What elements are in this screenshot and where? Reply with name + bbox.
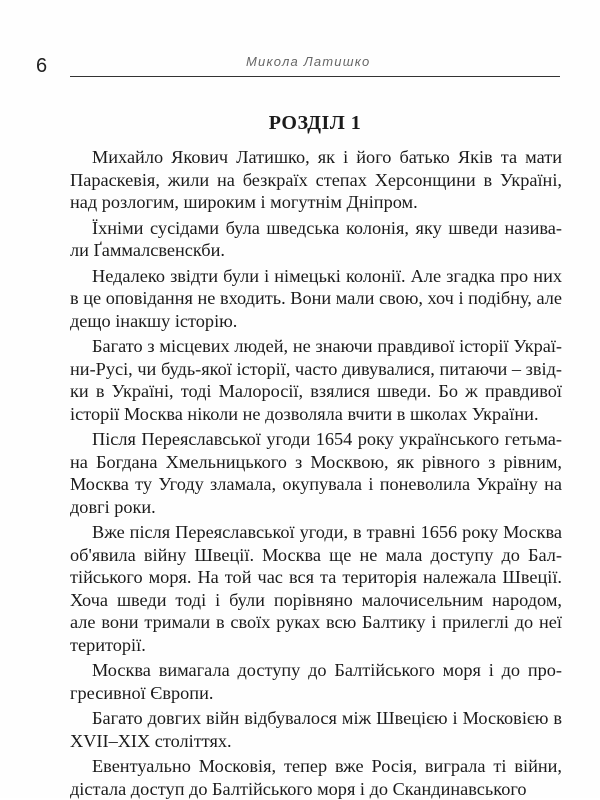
text-line: Вже після Переяславської угоди, в травні 1656 року Москва xyxy=(70,521,562,544)
text-line: Їхніми сусідами була шведська колонія, яку шведи назива- xyxy=(70,217,562,240)
text-line: на Богдана Хмельницького з Москвою, як рівного з рівним, xyxy=(70,451,562,474)
paragraph xyxy=(70,265,562,333)
text-line: дещо інакшу історію. xyxy=(70,310,562,333)
text-line: об'явила війну Швеції. Москва ще не мала доступу до Бал- xyxy=(70,544,562,567)
text-line: Москва вимагала доступу до Балтійського моря і до про- xyxy=(70,659,562,682)
text-line: Багато з місцевих людей, не знаючи правдивої історії Украї- xyxy=(70,335,562,358)
running-head xyxy=(70,52,560,77)
text-line: ни-Русі, чи будь-якої історії, часто дивувалися, питаючи – звід- xyxy=(70,358,562,381)
paragraph xyxy=(70,146,562,214)
text-line: XVII–XIX століттях. xyxy=(70,730,562,753)
body-text xyxy=(70,146,562,800)
text-line: Москва ту Угоду зламала, окупувала і поневолила Україну на xyxy=(70,473,562,496)
text-line: над розлогим, широким і могутнім Дніпром. xyxy=(70,191,562,214)
chapter-title: РОЗДІЛ 1 xyxy=(70,112,560,135)
paragraph xyxy=(70,659,562,704)
text-line: Евентуально Московія, тепер вже Росія, виграла ті війни, xyxy=(70,755,562,778)
paragraph xyxy=(70,217,562,262)
paragraph xyxy=(70,428,562,518)
running-head-author: Микола Латишко xyxy=(246,54,370,69)
paragraph xyxy=(70,335,562,425)
text-line: Недалеко звідти були і німецькі колонії. Але згадка про них xyxy=(70,265,562,288)
text-line: дістала доступ до Балтійського моря і до Скандинавського xyxy=(70,778,562,800)
text-line: Після Переяславської угоди 1654 року українського гетьма- xyxy=(70,428,562,451)
text-line: тійського моря. На той час вся та територія належала Швеції. xyxy=(70,566,562,589)
text-line: Михайло Якович Латишко, як і його батько Яків та мати xyxy=(70,146,562,169)
text-line: але вони тримали в своїх руках всю Балтику і прилеглі до неї xyxy=(70,611,562,634)
text-line: історії Москва ніколи не дозволяла вчити в школах України. xyxy=(70,403,562,426)
paragraph xyxy=(70,707,562,752)
page-number: 6 xyxy=(36,55,47,78)
paragraph xyxy=(70,755,562,800)
paragraph xyxy=(70,521,562,656)
text-line: території. xyxy=(70,634,562,657)
text-line: ли Ґаммалсвенскби. xyxy=(70,239,562,262)
text-line: довгі роки. xyxy=(70,496,562,519)
text-line: Багато довгих війн відбувалося між Швецією і Московією в xyxy=(70,707,562,730)
text-line: гресивної Європи. xyxy=(70,682,562,705)
text-line: Параскевія, жили на безкраїх степах Херсонщини в Україні, xyxy=(70,169,562,192)
text-line: в це оповідання не входить. Вони мали свою, хоч і подібну, але xyxy=(70,287,562,310)
text-line: Хоча шведи тоді і були порівняно малочисельним народом, xyxy=(70,589,562,612)
text-line: ки в Україні, тоді Малоросії, взялися шведи. Бо ж правдивої xyxy=(70,380,562,403)
